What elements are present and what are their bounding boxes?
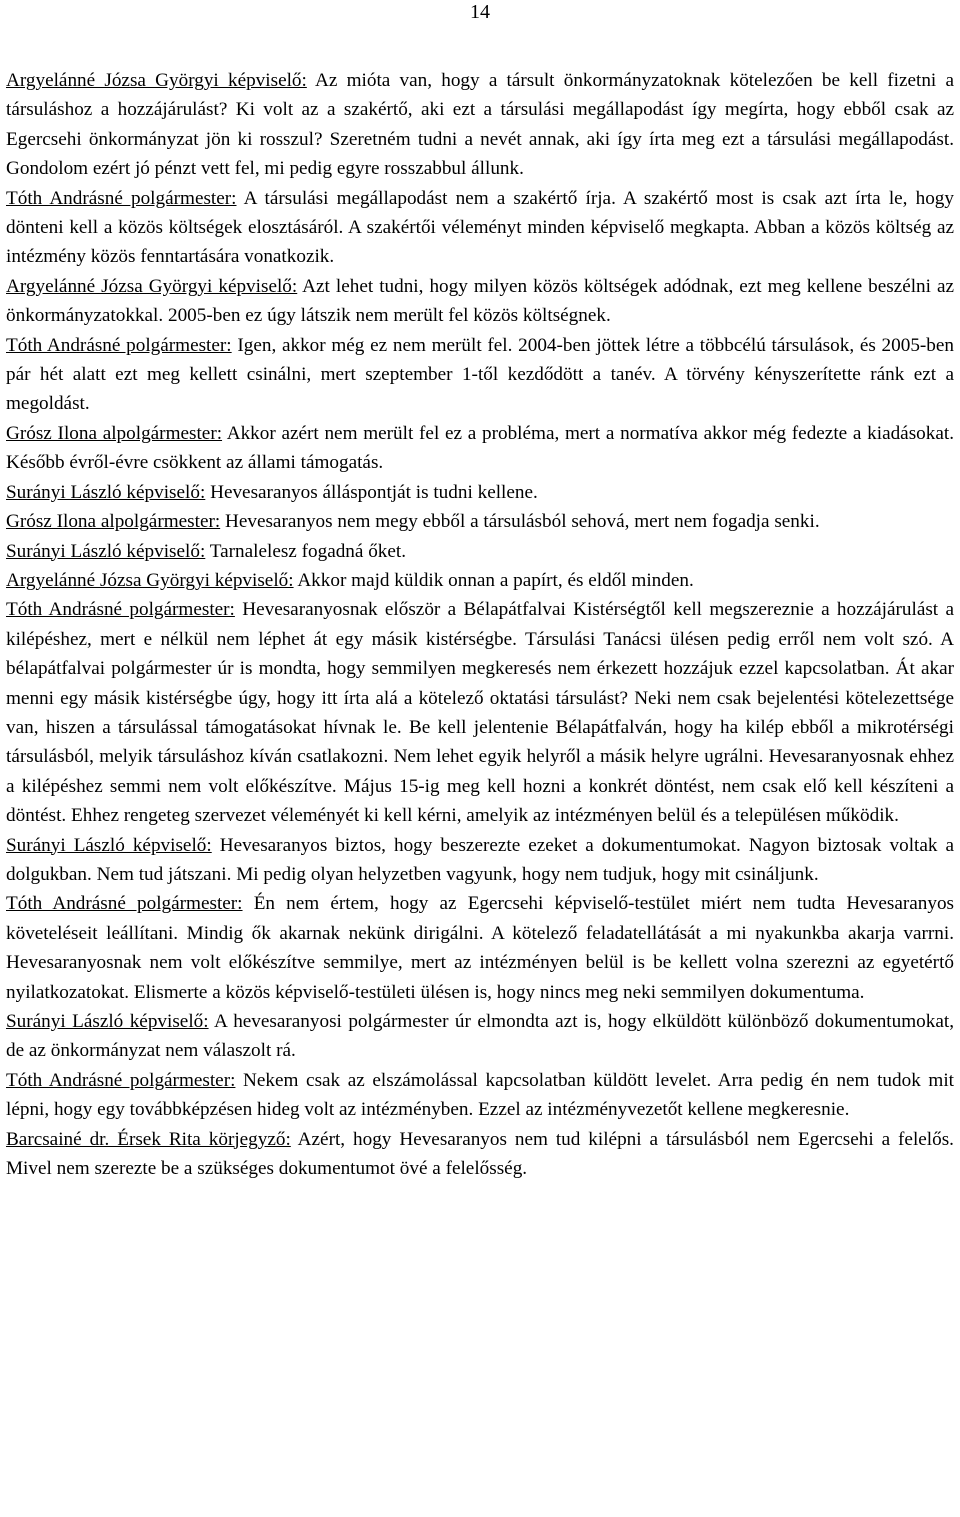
statement-text: Az mióta van, hogy a társult önkormányzatoknak kötelezően be kell fizetni a társuláshoz a hozzájárulást? Ki volt az a szakértő, aki ezt a társulási megállapodást így megírta, hogy ebből csak az Egercsehi önkormányzat jön ki rosszul? Szeretném tudni a nevét annak, aki így írta meg ezt a társulási megállapodást. Gondolom ezért jó pénzt vett fel, mi pedig egyre rosszabbul állunk. [6,70,954,180]
statement-text: Nekem csak az elszámolással kapcsolatban küldött levelet. Arra pedig én nem tudok mit lépni, hogy egy továbbképzésen hideg volt az intézményben. Ezzel az intézményvezetőt kellene megkeresnie. [6,1069,954,1121]
paragraph-8 [6,537,954,566]
speaker-name: Tóth Andrásné polgármester: [6,187,237,209]
statement-text: Azért, hogy Hevesaranyos nem tud kilépni a társulásból nem Egercsehi a felelős. Mivel nem szerezte be a szükséges dokumentumot övé a felelősség. [6,1128,954,1180]
speaker-name: Argyelánné Józsa Györgyi képviselő: [6,275,298,297]
statement-text: Hevesaranyosnak először a Bélapátfalvai Kistérségtől kell megszereznie a hozzájárulást a kilépéshez, mert e nélkül nem léphet át egy másik kistérségbe. Társulási Tanácsi ülésen pedig erről nem volt szó. A bélapátfalvai polgármester úr is mondta, hogy semmilyen megkeresés nem érkezett hozzájuk ezzel kapcsolatban. Át akar menni egy másik kistérségbe úgy, hogy itt írta alá a kötelező oktatási társulást? Neki nem csak bejelentési kötelezettsége van, hiszen a társulással támogatásokat hívnak le. Be kell jelentenie Bélapátfalván, hogy ha kilép ebből a mikrotérségi társulásból, melyik társuláshoz kíván csatlakozni. Nem lehet egyik helyről a másik helyre ugrálni. Hevesaranyosnak ehhez a kilépéshez semmi nem volt előkészítve. Május 15-ig meg kell hozni a konkrét döntést, nem csak elő kell készíteni a döntést. Ehhez rengeteg szervezet véleményét ki kell kérni, amelyik az intézményen belül és a településen működik. [6,599,954,827]
speaker-name: Tóth Andrásné polgármester: [6,893,243,915]
paragraph-2 [6,184,954,272]
speaker-name: Surányi László képviselő: [6,1011,209,1032]
speaker-name: Barcsainé dr. Érsek Rita körjegyző: [6,1128,291,1150]
statement-text: A hevesaranyosi polgármester úr elmondta azt is, hogy elküldött különböző dokumentumokat, de az önkormányzat nem válaszolt rá. [6,1011,954,1062]
statement-text: Tarnalelesz fogadná őket. [205,540,407,562]
speaker-name: Surányi László képviselő: [6,540,206,562]
minutes-body [6,66,954,1183]
paragraph-14 [6,1066,954,1125]
statement-text: Hevesaranyos álláspontját is tudni kellene. [205,481,538,503]
statement-text: Hevesaranyos biztos, hogy beszerezte ezeket a dokumentumokat. Nagyon biztosak voltak a dolgukban. Nem tud játszani. Mi pedig olyan helyzetben vagyunk, hogy nem tudjuk, hogy mit csináljunk. [6,834,954,885]
speaker-name: Surányi László képviselő: [6,481,206,503]
paragraph-12 [6,889,954,1007]
paragraph-3 [6,272,954,331]
paragraph-6 [6,478,954,507]
statement-text: Én nem értem, hogy az Egercsehi képviselő-testület miért nem tudta Hevesaranyos követeléseit leállítani. Mindig ők akarnak nekünk dirigálni. A kötelező feladatellátását a mi nyakunkba akarja varrni. Hevesaranyosnak nem volt előkészítve semmilye, mert az intézményen belül is be kellett volna szerezni az egyetértő nyilatkozatokat. Elismerte a közös képviselő-testületi ülésen is, hogy nincs meg neki semmilyen dokumentuma. [6,893,955,1003]
speaker-name: Argyelánné Józsa Györgyi képviselő: [6,569,294,591]
paragraph-15 [6,1125,954,1184]
paragraph-4 [6,331,954,419]
paragraph-10 [6,595,954,830]
speaker-name: Argyelánné Józsa Györgyi képviselő: [6,70,307,91]
statement-text: Akkor azért nem merült fel ez a probléma, mert a normatíva akkor még fedezte a kiadásokat. Később évről-évre csökkent az állami támogatás. [6,422,954,474]
paragraph-13 [6,1007,954,1066]
statement-text: Igen, akkor még ez nem merült fel. 2004-ben jöttek létre a többcélú társulások, és 2005-ben pár hét alatt ezt meg kellett csinálni, mert szeptember 1-től kezdődött a tanév. A törvény kényszerítette ránk ezt a megoldást. [6,334,955,415]
speaker-name: Grósz Ilona alpolgármester: [6,422,223,444]
speaker-name: Grósz Ilona alpolgármester: [6,511,221,533]
speaker-name: Surányi László képviselő: [6,834,212,856]
paragraph-5 [6,419,954,478]
statement-text: Akkor majd küldik onnan a papírt, és eldől minden. [293,569,694,591]
paragraph-1 [6,66,954,184]
statement-text: A társulási megállapodást nem a szakértő írja. A szakértő most is csak azt írta le, hogy dönteni kell a közös költségek elosztásáról. A szakértői véleményt minden képviselő megkapta. Abban a közös költség az intézmény közös fenntartására vonatkozik. [6,187,954,268]
paragraph-7 [6,507,954,536]
statement-text: Hevesaranyos nem megy ebből a társulásból sehová, mert nem fogadja senki. [220,511,820,533]
speaker-name: Tóth Andrásné polgármester: [6,1069,236,1091]
speaker-name: Tóth Andrásné polgármester: [6,334,232,356]
paragraph-11 [6,831,954,890]
paragraph-9 [6,566,954,595]
speaker-name: Tóth Andrásné polgármester: [6,599,235,621]
page-number: 14 [470,1,490,23]
statement-text: Azt lehet tudni, hogy milyen közös költségek adódnak, ezt meg kellene beszélni az önkormányzatokkal. 2005-ben ez úgy látszik nem merült fel közös költségnek. [6,275,955,327]
